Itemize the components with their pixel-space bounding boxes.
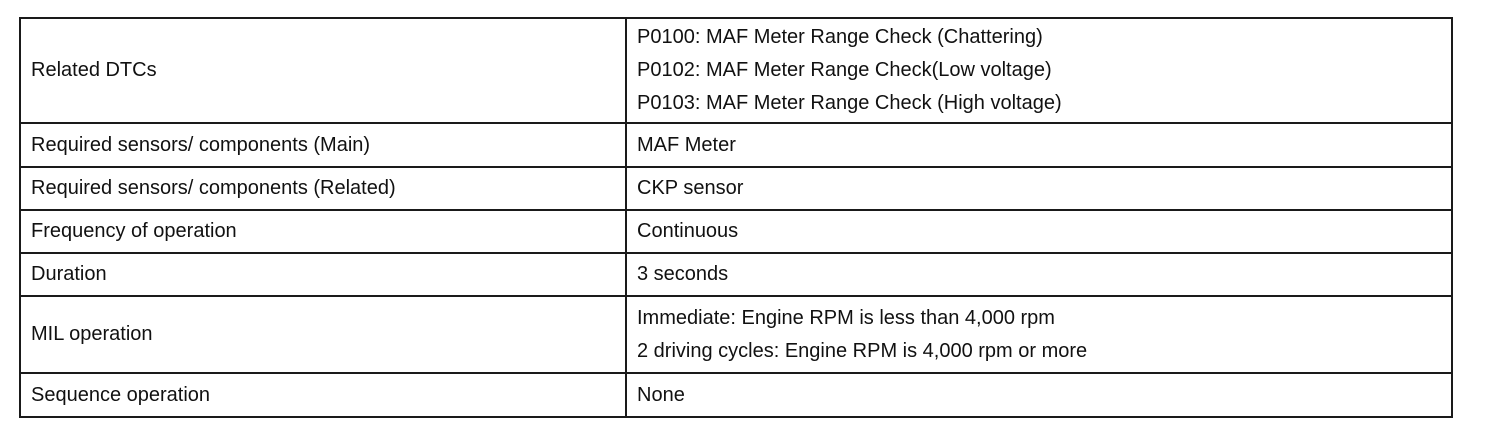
monitor-spec-table [19, 17, 1453, 418]
sequence-operation-label: Sequence operation [20, 373, 626, 417]
mil-immediate: Immediate: Engine RPM is less than 4,000 rpm [637, 306, 1055, 329]
sensors-related-value: CKP sensor [626, 167, 1452, 210]
table-row-related-dtcs [20, 18, 1452, 123]
table-row-sequence-operation [20, 373, 1452, 417]
table-row-sensors-related [20, 167, 1452, 210]
dtc-p0103: P0103: MAF Meter Range Check (High voltage) [637, 92, 1062, 114]
frequency-label: Frequency of operation [20, 210, 626, 253]
duration-value: 3 seconds [626, 253, 1452, 296]
sensors-main-value: MAF Meter [626, 123, 1452, 167]
frequency-value: Continuous [626, 210, 1452, 253]
related-dtcs-value [626, 18, 1452, 123]
table-row-duration [20, 253, 1452, 296]
related-dtcs-label: Related DTCs [20, 18, 626, 123]
sequence-operation-value: None [626, 373, 1452, 417]
dtc-p0100: P0100: MAF Meter Range Check (Chattering) [637, 26, 1043, 48]
mil-two-cycles: 2 driving cycles: Engine RPM is 4,000 rpm or more [637, 339, 1088, 362]
dtc-p0102: P0102: MAF Meter Range Check(Low voltage) [637, 59, 1052, 81]
sensors-related-label: Required sensors/ components (Related) [20, 167, 626, 210]
mil-operation-label: MIL operation [20, 296, 626, 373]
mil-operation-value [626, 296, 1452, 373]
table-row-frequency [20, 210, 1452, 253]
duration-label: Duration [20, 253, 626, 296]
sensors-main-label: Required sensors/ components (Main) [20, 123, 626, 167]
table-row-sensors-main [20, 123, 1452, 167]
table-row-mil-operation [20, 296, 1452, 373]
